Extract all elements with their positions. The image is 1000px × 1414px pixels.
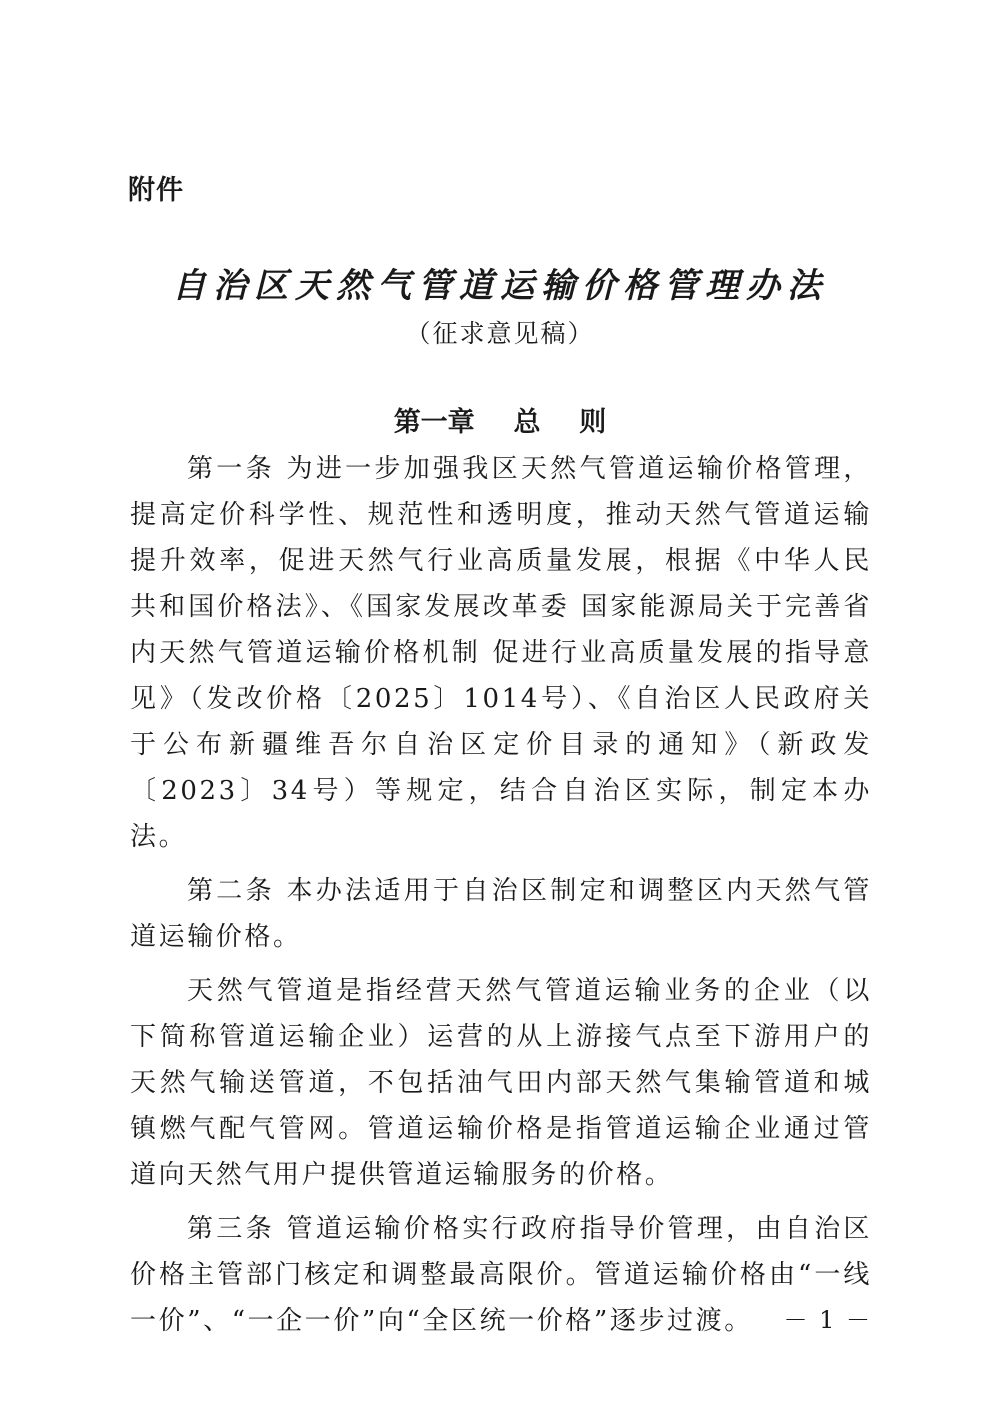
article-3-paragraph: 第三条 管道运输价格实行政府指导价管理，由自治区价格主管部门核定和调整最高限价。管道运输价格由“一线一价”、“一企一价”向“全区统一价格”逐步过渡。: [130, 1214, 872, 1336]
document-body: [130, 446, 872, 1352]
chapter-heading: 第一章 总 则: [393, 407, 607, 438]
attachment-label: 附件: [128, 175, 184, 206]
document-title: 自治区天然气管道运输价格管理办法: [172, 266, 828, 306]
page-number: － 1 －: [783, 1306, 872, 1334]
pipeline-definition-paragraph: 天然气管道是指经营天然气管道运输业务的企业（以下简称管道运输企业）运营的从上游接气点至下游用户的天然气输送管道，不包括油气田内部天然气集输管道和城镇燃气配气管网。管道运输价格是指管道运输企业通过管道向天然气用户提供管道运输服务的价格。: [130, 976, 872, 1190]
article-2-paragraph: 第二条 本办法适用于自治区制定和调整区内天然气管道运输价格。: [130, 876, 872, 952]
article-1-paragraph: 第一条 为进一步加强我区天然气管道运输价格管理，提高定价科学性、规范性和透明度，推动天然气管道运输提升效率，促进天然气行业高质量发展，根据《中华人民共和国价格法》、《国家发展改革委 国家能源局关于完善省内天然气管道运输价格机制 促进行业高质量发展的指导意见》（发改价格〔2025〕1014号）、《自治区人民政府关于公布新疆维吾尔自治区定价目录的通知》（新政发〔2023〕34号）等规定，结合自治区实际，制定本办法。: [130, 454, 872, 852]
document-subtitle: （征求意见稿）: [405, 319, 595, 348]
